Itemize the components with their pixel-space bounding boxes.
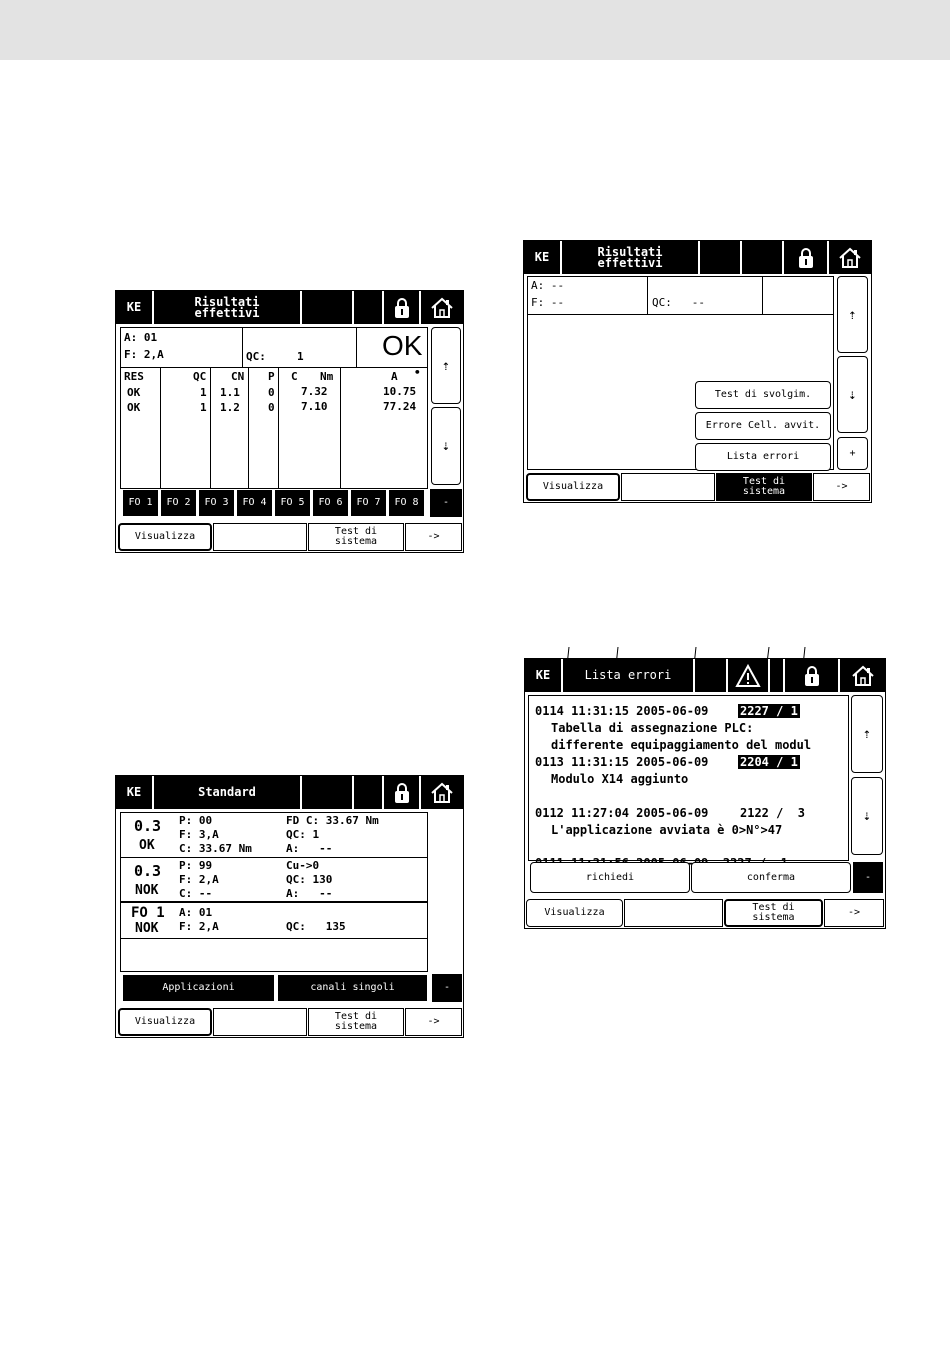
lock-icon bbox=[803, 665, 821, 687]
scroll-down-button[interactable]: ⇣ bbox=[851, 777, 883, 855]
lock-button[interactable] bbox=[384, 776, 421, 809]
visualizza-button[interactable]: Visualizza bbox=[526, 473, 620, 501]
scroll-up-button[interactable]: ⇡ bbox=[431, 327, 461, 404]
page-title: Risultati effettivi bbox=[562, 241, 700, 274]
header-c: C bbox=[291, 370, 298, 383]
home-icon bbox=[838, 247, 862, 269]
visualizza-button[interactable]: Visualizza bbox=[526, 899, 623, 927]
error-code: 2122 / 3 bbox=[740, 806, 806, 820]
lock-button[interactable] bbox=[384, 291, 421, 324]
ke-label: KE bbox=[116, 291, 154, 324]
a-value: A: -- bbox=[531, 279, 565, 292]
title-bar bbox=[116, 776, 463, 809]
title-empty-cell bbox=[354, 291, 384, 324]
lock-button[interactable] bbox=[784, 241, 829, 274]
empty-button[interactable] bbox=[621, 473, 715, 501]
title-empty-cell bbox=[742, 241, 784, 274]
title-bar bbox=[525, 659, 885, 692]
minus-button[interactable]: - bbox=[430, 489, 462, 517]
header-cn: CN bbox=[231, 370, 245, 383]
fo-button[interactable]: FO 6 bbox=[312, 489, 349, 517]
title-empty-cell bbox=[302, 776, 354, 809]
warning-button[interactable] bbox=[728, 659, 770, 692]
header-p: P bbox=[268, 370, 275, 383]
test-di-sistema-button[interactable]: Test di sistema bbox=[716, 473, 812, 501]
title-bar bbox=[524, 241, 871, 274]
lock-icon bbox=[797, 247, 815, 269]
ke-label: KE bbox=[525, 659, 563, 692]
title-empty-cell bbox=[700, 241, 742, 274]
a-value: A: 01 bbox=[124, 331, 158, 344]
visualizza-button[interactable]: Visualizza bbox=[118, 1008, 212, 1036]
header-qc: QC bbox=[193, 370, 207, 383]
richiedi-button[interactable]: richiedi bbox=[530, 862, 690, 893]
tab-row bbox=[122, 974, 462, 1002]
top-band bbox=[0, 0, 950, 60]
qc-label: QC: bbox=[246, 350, 266, 363]
page-title: Lista errori bbox=[563, 659, 695, 692]
conferma-button[interactable]: conferma bbox=[691, 862, 851, 893]
ke-label: KE bbox=[116, 776, 154, 809]
page-title: Standard bbox=[154, 776, 302, 809]
lock-icon bbox=[393, 297, 411, 319]
title-empty-cell bbox=[354, 776, 384, 809]
fo-button[interactable]: FO 1 bbox=[122, 489, 159, 517]
list-item[interactable]: 0.3 OK P: 00 F: 3,A C: 33.67 Nm FD C: 33.67 Nm QC: 1 A: -- bbox=[121, 813, 427, 858]
fo-button[interactable]: FO 5 bbox=[274, 489, 311, 517]
empty-button[interactable] bbox=[213, 1008, 307, 1036]
main-panel bbox=[527, 276, 834, 470]
page-title: Risultati effettivi bbox=[154, 291, 302, 324]
screen-standard bbox=[115, 775, 464, 1038]
header-dot: • bbox=[414, 366, 421, 379]
title-bar bbox=[116, 291, 463, 324]
errore-cell-avvit-button[interactable]: Errore Cell. avvit. bbox=[695, 412, 831, 440]
lock-icon bbox=[393, 782, 411, 804]
header-nm: Nm bbox=[320, 370, 334, 383]
tab-canali-singoli[interactable]: canali singoli bbox=[277, 974, 428, 1002]
ke-label: KE bbox=[524, 241, 562, 274]
test-di-sistema-button[interactable]: Test di sistema bbox=[308, 1008, 404, 1036]
main-panel: A: 01 F: 2,A QC: 1 OK RES QC CN P C Nm A • OK 1 1.1 0 7.32 10.75 OK 1 1.2 0 7.10 77.24 bbox=[120, 327, 428, 489]
plus-button[interactable]: + bbox=[837, 437, 868, 470]
home-icon bbox=[430, 782, 454, 804]
next-button[interactable]: -> bbox=[405, 523, 462, 551]
main-panel bbox=[120, 812, 428, 972]
scroll-up-button[interactable]: ⇡ bbox=[837, 276, 868, 353]
header-a: A bbox=[391, 370, 398, 383]
fo-button[interactable]: FO 8 bbox=[388, 489, 425, 517]
list-item[interactable]: 0.3 NOK P: 99 F: 2,A C: -- Cu->0 QC: 130 A: -- bbox=[121, 858, 427, 903]
fo-button-row bbox=[122, 489, 462, 517]
next-button[interactable]: -> bbox=[813, 473, 870, 501]
screen-lista-errori bbox=[524, 658, 886, 929]
error-list: 0114 11:31:15 2005-06-09 2227 / 1 Tabella di assegnazione PLC: differente equipaggiamento del modul 0113 11:31:15 2005-06-09 2204 / 1 Modulo X14 aggiunto 0112 11:27:04 2005-06-09 2122 / 3 L'applicazione avviata è 0>N°>47 bbox=[528, 695, 849, 861]
test-di-sistema-button[interactable]: Test di sistema bbox=[724, 899, 823, 927]
title-empty-cell bbox=[695, 659, 728, 692]
error-code: 2204 / 1 bbox=[740, 755, 798, 769]
test-di-svolgimento-button[interactable]: Test di svolgim. bbox=[695, 381, 831, 409]
list-item[interactable]: FO 1 NOK A: 01 F: 2,A QC: 135 bbox=[121, 904, 427, 939]
visualizza-button[interactable]: Visualizza bbox=[118, 523, 212, 551]
test-di-sistema-button[interactable]: Test di sistema bbox=[308, 523, 404, 551]
ok-status: OK bbox=[382, 330, 423, 361]
fo-button[interactable]: FO 2 bbox=[160, 489, 197, 517]
screen-risultati-effettivi-ok bbox=[115, 290, 464, 553]
minus-button[interactable]: - bbox=[853, 862, 883, 893]
header-res: RES bbox=[124, 370, 144, 383]
home-button[interactable] bbox=[840, 659, 885, 692]
next-button[interactable]: -> bbox=[824, 899, 884, 927]
scroll-down-button[interactable]: ⇣ bbox=[431, 407, 461, 485]
title-empty-cell bbox=[770, 659, 785, 692]
home-button[interactable] bbox=[421, 291, 463, 324]
error-code: 2227 / 1 bbox=[740, 704, 798, 718]
empty-button[interactable] bbox=[624, 899, 723, 927]
home-icon bbox=[430, 297, 454, 319]
qc-value: QC: -- bbox=[652, 296, 705, 309]
f-value: F: -- bbox=[531, 296, 565, 309]
minus-button[interactable]: - bbox=[432, 974, 462, 1002]
fo-button[interactable]: FO 3 bbox=[198, 489, 235, 517]
empty-button[interactable] bbox=[213, 523, 307, 551]
next-button[interactable]: -> bbox=[405, 1008, 462, 1036]
scroll-up-button[interactable]: ⇡ bbox=[851, 695, 883, 773]
screen-risultati-effettivi-menu bbox=[523, 240, 872, 503]
f-value: F: 2,A bbox=[124, 348, 164, 361]
fo-button[interactable]: FO 7 bbox=[350, 489, 387, 517]
lista-errori-button[interactable]: Lista errori bbox=[695, 443, 831, 471]
lock-button[interactable] bbox=[785, 659, 840, 692]
fo-button[interactable]: FO 4 bbox=[236, 489, 273, 517]
tab-applicazioni[interactable]: Applicazioni bbox=[122, 974, 275, 1002]
title-empty-cell bbox=[302, 291, 354, 324]
home-button[interactable] bbox=[829, 241, 871, 274]
home-icon bbox=[851, 665, 875, 687]
scroll-down-button[interactable]: ⇣ bbox=[837, 356, 868, 433]
qc-value: 1 bbox=[297, 350, 304, 363]
warning-icon bbox=[735, 664, 761, 688]
home-button[interactable] bbox=[421, 776, 463, 809]
